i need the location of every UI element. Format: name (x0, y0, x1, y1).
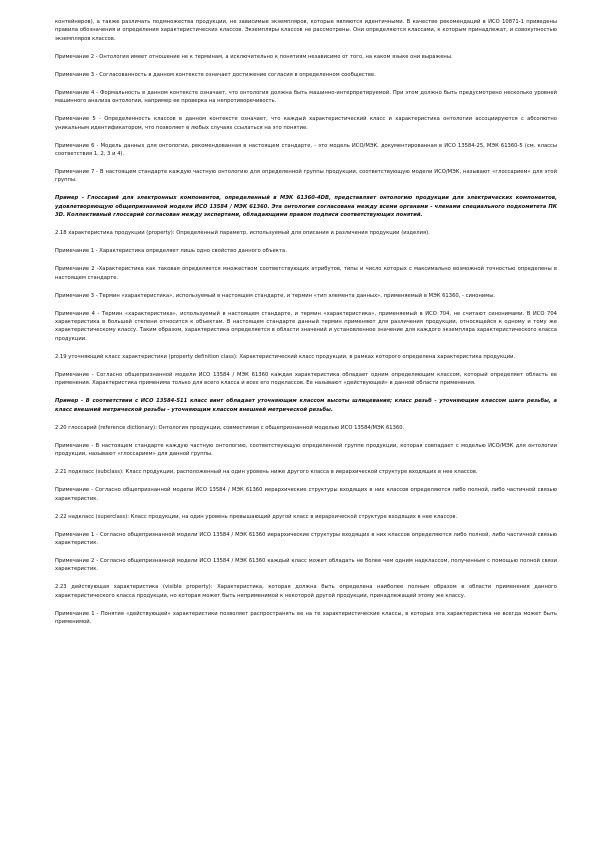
paragraph: Примечание 4 - Термин «характеристика», используемый в настоящем стандарте, и термин «характеристика», применяемый в ИСО 704, не считают синонимами. В ИСО 704 характеристика в большей степени относится к объектам. В настоящем стандарте данный термин применяют для различения продукции, относящейся к одному и тому же характеристическому классу. Таким образом, характеристика определяется в области значений и установленное значение для каждого экземпляра характеристического класса продукции. (55, 310, 557, 342)
paragraph: Примечание 2 -Характеристика как таковая определяется множеством соответствующих атрибутов, типы и число которых с максимально возможной точностью определены в настоящем стандарте. (55, 266, 557, 281)
paragraph: Примечание 5 - Определенность классов в данном контексте означает, что каждый характеристический класс и характеристика онтологии ассоциируются с абсолютно уникальным идентификатором, что позволяет в любых случаях ссылаться на это понятие. (55, 116, 557, 131)
paragraph: Примечание - Согласно общепризнанной модели ИСО 13584 / МЭК 61360 каждая характеристика обладает одним определяющим классом, который определяет область ее применения. Характеристика применима только для всего класса и всех его подклассов. Ее называют «действующей» в данной области применения. (55, 371, 557, 387)
paragraph: Примечание 2 - Согласно общепризнанной модели ИСО 13584 / МЭК 61360 каждый класс может обладать не более чем одним надклассом, полученным с помощью полной связи характеристик. (55, 557, 557, 573)
paragraph: Примечание 1 - Согласно общепризнанной модели ИСО 13584 / МЭК 61360 иерархические структуры входящих в них классов определяются либо полной, либо частичной связью характеристик. (55, 531, 557, 546)
paragraph: Примечание 4 - Формальность в данном контексте означает, что онтология должна быть машинно-интерпретируемой. При этом должно быть предусмотрено несколько уровней машинного анализа онтологии, например ее проверка на непротиворечивость. (55, 89, 557, 105)
document-page (55, 18, 557, 636)
paragraph: Примечание 1 - Характеристика определяет лишь одно свойство данного объекта. (55, 248, 287, 255)
paragraph: Примечание 2 - Онтология имеет отношение не к терминам, а исключительно к понятиям независимо от того, на каком языке они выражены. (55, 53, 453, 60)
paragraph: контейнеров), а также различать подмножества продукции, не зависимые экземпляров, которые являются идентичными. В качестве рекомендаций в ИСО 10871-1 приведены правила обозначения и определения характеристических классов. Экземпляры классов не рассмотрены. Они определяются классами, к которым принадлежат, и совокупностью экземпляров классов. (55, 19, 557, 42)
paragraph: Примечание 6 - Модель данных для онтологии, рекомендованная в настоящем стандарте, - это модель ИСО/МЭК, документированная в ИСО 13584-25, МЭК 61360-5 (см. классы соответствия 1, 2, 3 и 4). (55, 142, 557, 158)
paragraph: 2.20 глоссарий (reference dictionary): Онтология продукции, совместимая с общепризнанной моделью ИСО 13584/МЭК 61360. (55, 424, 405, 431)
paragraph: Примечание 7 - В настоящем стандарте каждую частную онтологию для определенной группы продукции, соответствующую модели ИСО/МЭК, называют «глоссарием» для этой группы. (55, 169, 557, 184)
example-paragraph: Пример - Глоссарий для электронных компонентов, определенный в МЭК 61360-4DB, представляет онтологию продукции для электрических компонентов, удовлетворяющую общепризнанной модели ИСО 13584 / МЭК 61360. Эта онтология согласована между всеми органами - членами специального подкомитета ПК 3D. Коллективный глоссарий согласован между экспертами, обладающими правом подписи соответствующих понятий. (55, 195, 557, 219)
paragraph: 2.18 характеристика продукции (property): Определенный параметр, используемый для описания и различения продукции (изделия). (55, 230, 430, 237)
paragraph: 2.23 действующая характеристика (visible property): Характеристика, которая должна быть определена наиболее полным образом в области применения данного характеристического класса продукции, но которая может быть неприменимой к некоторой другой продукции, принадлежащей этому же классу. (55, 584, 557, 599)
paragraph: Примечание 3 - Термин «характеристика», используемый в настоящем стандарте, и термин «тип элемента данных», применяемый в МЭК 61360, - синонимы. (55, 292, 495, 299)
paragraph: Примечание 1 - Понятие «действующей» характеристики позволяет распространять ее на те характеристические классы, в которых эта характеристика не всегда может быть применимой. (55, 610, 557, 626)
example-paragraph: Пример - В соответствии с ИСО 13584-511 класс винт обладает уточняющим классом высоты шлицевания; класс резьб - уточняющим классом шага резьбы, а класс внешний метрической резьбы - уточняющим классом внешней метрической резьбы. (55, 398, 557, 413)
paragraph: Примечание - Согласно общепризнанной модели ИСО 13584 / МЭК 61360 иерархические структуры входящих в них классов определяются либо полной, либо частичной связью характеристик. (55, 487, 557, 502)
paragraph: Примечание - В настоящем стандарте каждую частную онтологию, соответствующую определенной группе продукции, которая совпадает с моделью ИСО/МЭК для онтологии продукции, называют «глоссарием» для данной группы. (55, 442, 557, 458)
paragraph: 2.21 подкласс (subclass): Класс продукции, расположенный на один уровень ниже другого класса в иерархической структуре входящих в нее классов. (55, 469, 478, 476)
paragraph: 2.19 уточняющий класс характеристики (property definition class): Характеристический класс продукции, в рамках которого определена характеристика продукции. (55, 353, 516, 360)
paragraph: 2.22 надкласс (superclass): Класс продукции, на один уровень превышающий другой класс в иерархической структуре входящих в нее классов. (55, 513, 458, 520)
paragraph: Примечание 3 - Согласованность в данном контексте означает достижение согласия в определенном сообществе. (55, 71, 376, 78)
